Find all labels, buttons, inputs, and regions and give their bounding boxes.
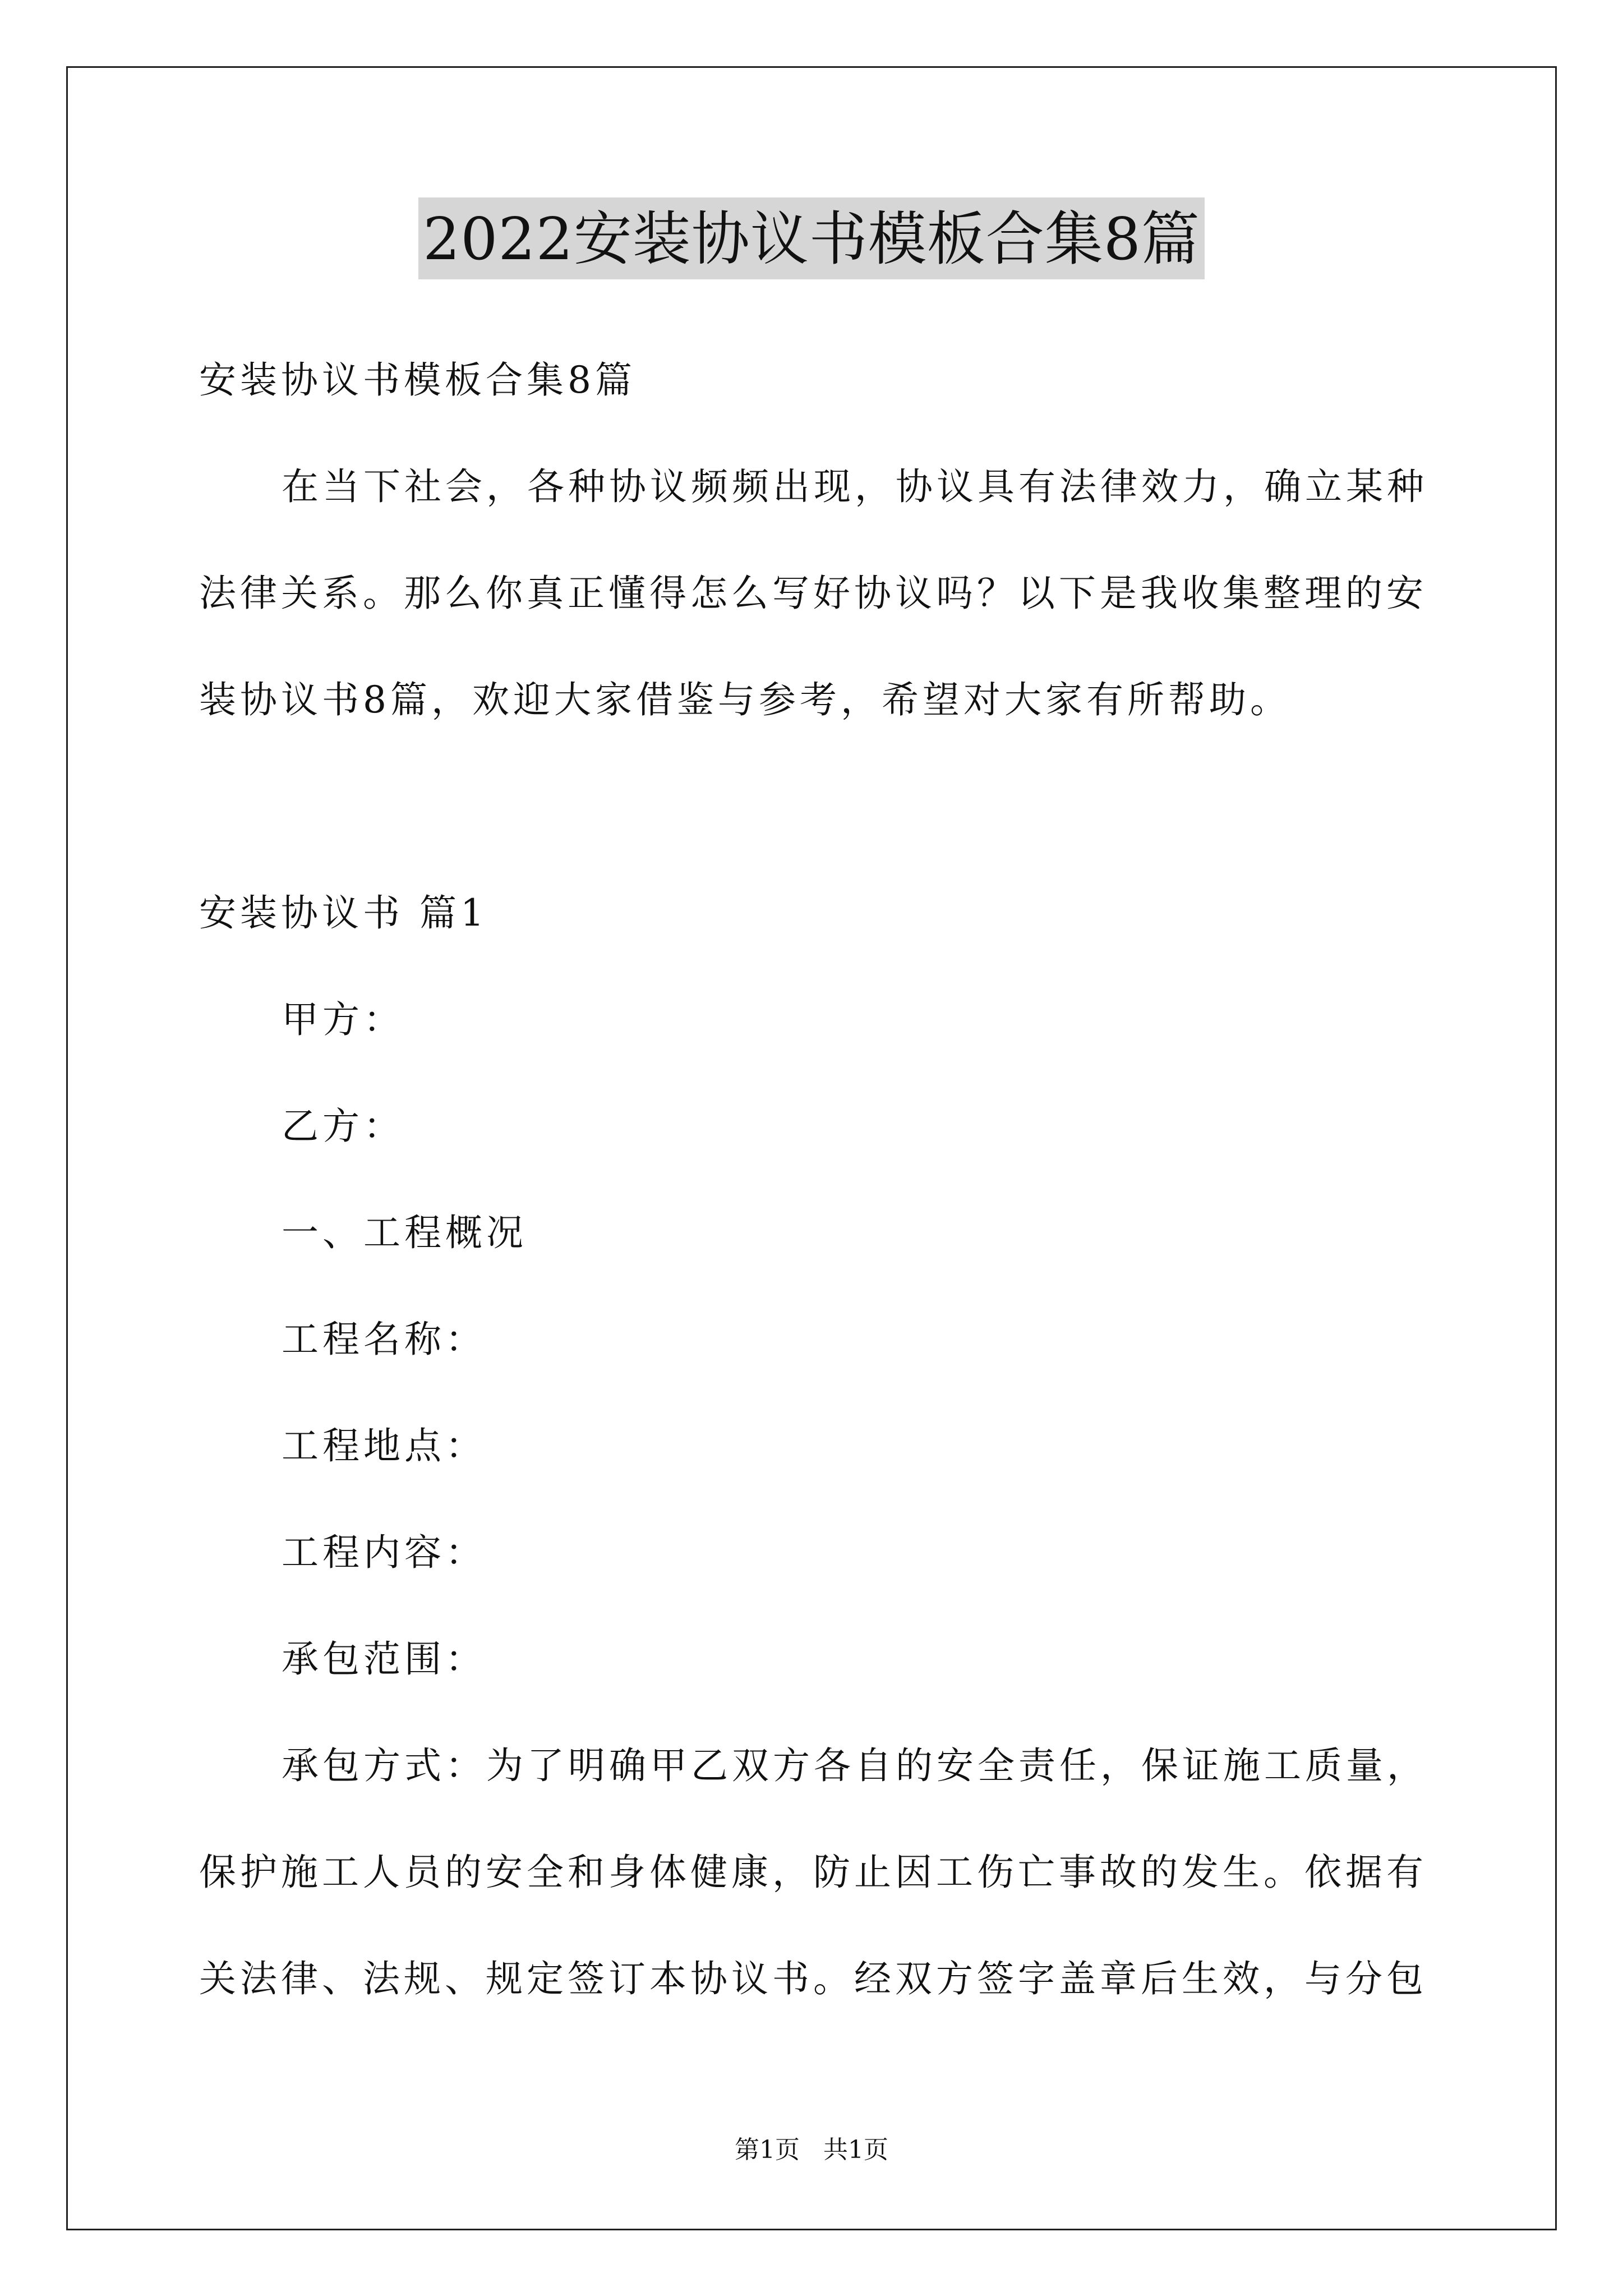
body-line-2: 保护施工人员的安全和身体健康，防止因工伤亡事故的发生。依据有 — [199, 1851, 1427, 1894]
intro-line-2: 法律关系。那么你真正懂得怎么写好协议吗？以下是我收集整理的安 — [199, 572, 1427, 615]
page-footer: 第1页 共1页 — [735, 2136, 888, 2164]
body-line-3: 关法律、法规、规定签订本协议书。经双方签字盖章后生效，与分包 — [199, 1957, 1427, 2000]
title-container — [0, 197, 1623, 279]
contract-scope-field: 承包范围： — [282, 1637, 486, 1681]
party-b-field: 乙方： — [282, 1105, 404, 1148]
section-heading: 安装协议书 篇1 — [199, 891, 488, 935]
document-subtitle: 安装协议书模板合集8篇 — [199, 358, 636, 402]
project-overview-heading: 一、工程概况 — [282, 1211, 527, 1254]
project-name-field: 工程名称： — [282, 1318, 486, 1361]
party-a-field: 甲方： — [282, 998, 404, 1041]
intro-line-3: 装协议书8篇，欢迎大家借鉴与参考，希望对大家有所帮助。 — [199, 678, 1291, 721]
intro-line-1: 在当下社会，各种协议频频出现，协议具有法律效力，确立某种 — [282, 465, 1428, 508]
document-title: 2022安装协议书模板合集8篇 — [418, 197, 1205, 279]
project-content-field: 工程内容： — [282, 1531, 486, 1574]
body-line-1: 承包方式：为了明确甲乙双方各自的安全责任，保证施工质量， — [282, 1744, 1428, 1787]
project-location-field: 工程地点： — [282, 1424, 486, 1467]
